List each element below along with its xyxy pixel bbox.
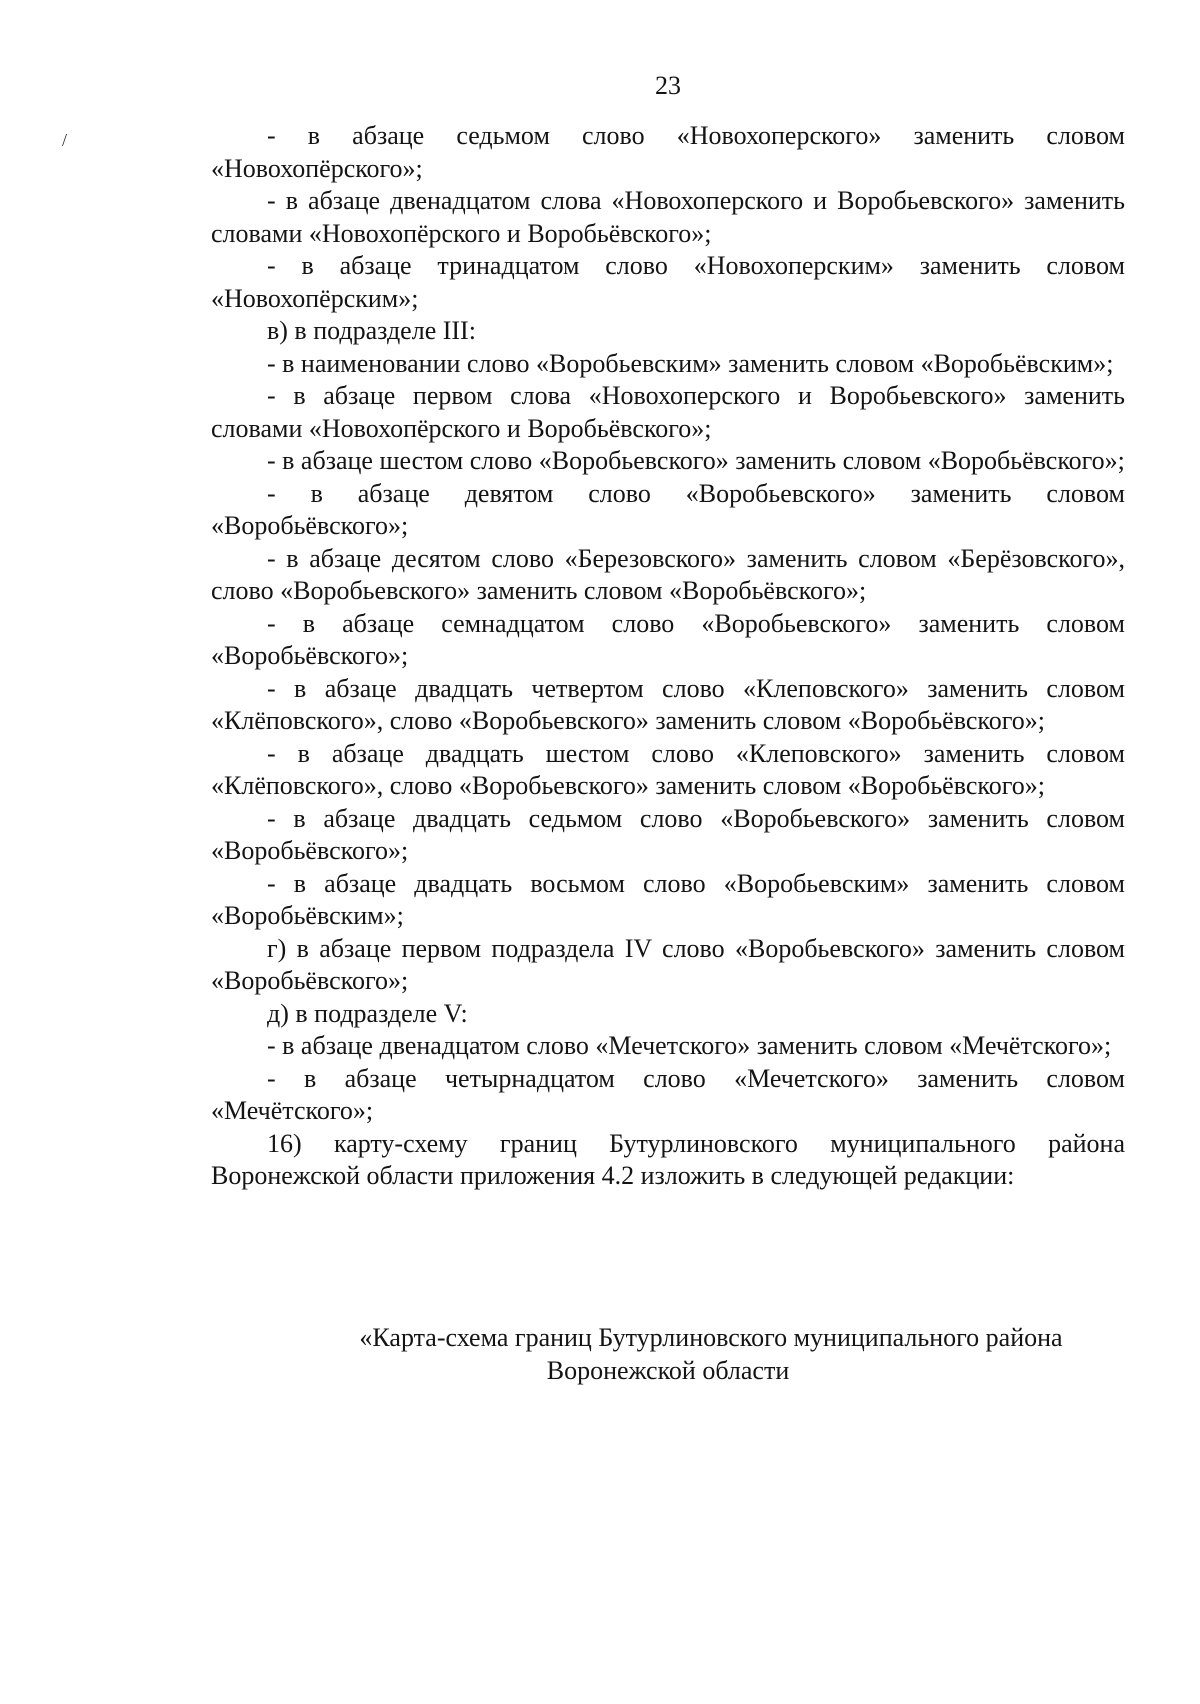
paragraph-13: - в абзаце двадцать седьмом слово «Воробьевского» заменить словом «Воробьёвского»;	[211, 803, 1125, 865]
paragraph-11: - в абзаце двадцать четвертом слово «Клеповского» заменить словом «Клёповского», слово «Воробьевского» заменить словом «Воробьёвского»;	[211, 673, 1125, 735]
paragraph-10: - в абзаце семнадцатом слово «Воробьевского» заменить словом «Воробьёвского»;	[211, 608, 1125, 670]
document-body	[211, 120, 1125, 1193]
paragraph-17: - в абзаце двенадцатом слово «Мечетского» заменить словом «Мечётского»;	[267, 1031, 1112, 1060]
paragraph-1: - в абзаце седьмом слово «Новохоперского» заменить словом «Новохопёрского»;	[211, 121, 1125, 183]
paragraph-19: 16) карту-схему границ Бутурлиновского муниципального района Воронежской области приложения 4.2 изложить в следующей редакции:	[211, 1128, 1125, 1190]
paragraph-9: - в абзаце десятом слово «Березовского» заменить словом «Берёзовского», слово «Воробьевского» заменить словом «Воробьёвского»;	[211, 543, 1125, 605]
paragraph-15: г) в абзаце первом подраздела IV слово «Воробьевского» заменить словом «Воробьёвского»;	[211, 933, 1125, 995]
paragraph-12: - в абзаце двадцать шестом слово «Клеповского» заменить словом «Клёповского», слово «Воробьевского» заменить словом «Воробьёвского»;	[211, 738, 1125, 800]
subsection-heading-III: в) в подразделе III:	[267, 316, 476, 345]
map-caption-line-1: «Карта-схема границ Бутурлиновского муниципального района	[359, 1323, 1063, 1352]
paragraph-18: - в абзаце четырнадцатом слово «Мечетского» заменить словом «Мечётского»;	[211, 1063, 1125, 1125]
subsection-heading-V: д) в подразделе V:	[267, 998, 468, 1028]
paragraph-5: - в наименовании слово «Воробьевским» заменить словом «Воробьёвским»;	[267, 348, 1114, 378]
page-number: 23	[655, 71, 681, 100]
map-caption	[211, 1322, 1125, 1387]
paragraph-3: - в абзаце тринадцатом слово «Новохоперским» заменить словом «Новохопёрским»;	[211, 251, 1125, 313]
stray-mark: /	[62, 130, 68, 150]
paragraph-6: - в абзаце первом слова «Новохоперского и Воробьевского» заменить словами «Новохопёрского и Воробьёвского»;	[211, 381, 1125, 443]
paragraph-14: - в абзаце двадцать восьмом слово «Воробьевским» заменить словом «Воробьёвским»;	[211, 868, 1125, 930]
paragraph-2: - в абзаце двенадцатом слова «Новохоперского и Воробьевского» заменить словами «Новохопёрского и Воробьёвского»;	[211, 186, 1125, 248]
paragraph-8: - в абзаце девятом слово «Воробьевского» заменить словом «Воробьёвского»;	[211, 478, 1125, 540]
map-caption-line-2: Воронежской области	[546, 1355, 790, 1385]
paragraph-7: - в абзаце шестом слово «Воробьевского» заменить словом «Воробьёвского»;	[267, 446, 1125, 475]
